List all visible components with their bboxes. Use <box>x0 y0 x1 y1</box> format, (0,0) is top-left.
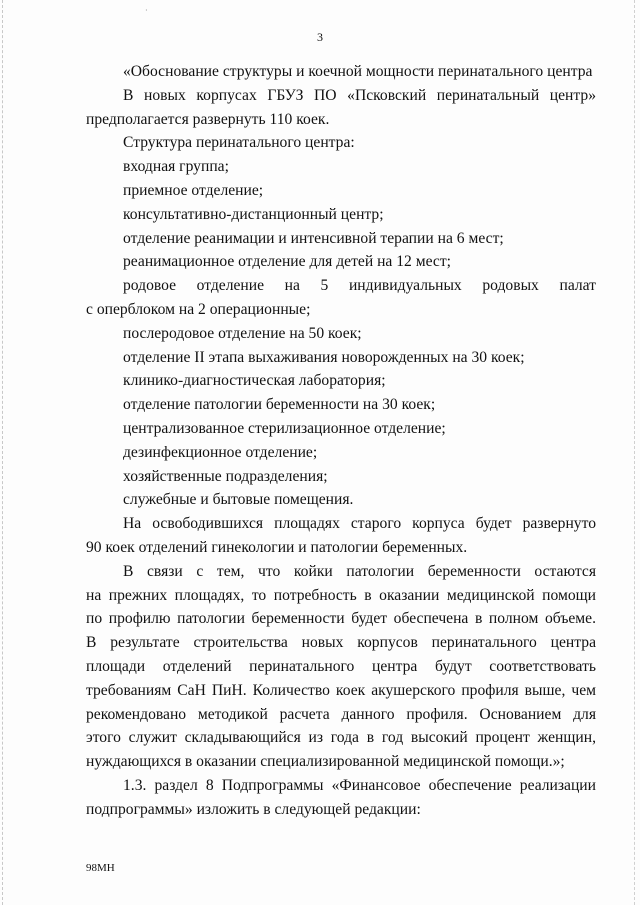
paragraph-3-line: рекомендовано методикой расчета данного профиля. Основанием для <box>86 705 596 723</box>
paragraph-2-line-2: 90 коек отделений гинекологии и патологии беременных. <box>86 538 468 556</box>
list-item: хозяйственные подразделения; <box>123 467 328 485</box>
list-item: отделение II этапа выхаживания новорожденных на 30 коек; <box>123 348 525 366</box>
scan-edge-left <box>2 0 4 905</box>
scan-edge-right <box>634 0 636 905</box>
list-item: послеродовое отделение на 50 коек; <box>123 324 362 342</box>
list-item: клинико-диагностическая лаборатория; <box>123 372 386 390</box>
scan-mark: · <box>145 6 148 15</box>
section-heading: «Обоснование структуры и коечной мощности перинатального центра <box>123 63 593 80</box>
paragraph-2-line-1: На освободившихся площадях старого корпуса будет развернуто <box>123 515 596 533</box>
paragraph-3-line: В результате строительства новых корпусов перинатального центра <box>86 634 596 652</box>
paragraph-3-line: В связи с тем, что койки патологии беременности остаются <box>123 562 596 580</box>
list-item: отделение реанимации и интенсивной терапии на 6 мест; <box>123 229 504 247</box>
page-number: 3 <box>317 30 323 44</box>
list-item-maternity-line-1: родовое отделение на 5 индивидуальных родовых палат <box>123 277 596 295</box>
paragraph-3-line: площади отделений перинатального центра будут соответствовать <box>86 657 596 675</box>
document-body <box>86 60 596 822</box>
paragraph-3-line: по профилю патологии беременности будет обеспечена в полном объеме. <box>86 610 596 628</box>
list-item: дезинфекционное отделение; <box>123 443 318 461</box>
paragraph-4-line-2: подпрограммы» изложить в следующей редакции: <box>86 800 421 818</box>
list-item: служебные и бытовые помещения. <box>123 491 354 509</box>
footer-code: 98МН <box>86 862 115 874</box>
list-item: централизованное стерилизационное отделение; <box>123 419 446 437</box>
list-item: приемное отделение; <box>123 181 264 199</box>
paragraph-4-line-1: 1.3. раздел 8 Подпрограммы «Финансовое обеспечение реализации <box>123 776 596 794</box>
list-item: отделение патологии беременности на 30 коек; <box>123 396 436 414</box>
paragraph-3-line: нуждающихся в оказании специализированной медицинской помощи.»; <box>86 753 565 771</box>
paragraph-3-line: этого служит складывающийся из года в год высокий процент женщин, <box>86 729 596 747</box>
list-item: консультативно-дистанционный центр; <box>123 205 384 223</box>
structure-title: Структура перинатального центра: <box>123 134 355 152</box>
list-item: входная группа; <box>123 158 229 176</box>
paragraph-3-line: на прежних площадях, то потребность в оказании медицинской помощи <box>86 586 596 604</box>
paragraph-3-line: требованиям СаН ПиН. Количество коек акушерского профиля выше, чем <box>86 681 596 699</box>
paragraph-1-line-2: предполагается развернуть 110 коек. <box>86 110 330 128</box>
list-item: реанимационное отделение для детей на 12 мест; <box>123 253 451 271</box>
paragraph-1-line-1: В новых корпусах ГБУЗ ПО «Псковский перинатальный центр» <box>123 86 596 104</box>
list-item-maternity-line-2: с оперблоком на 2 операционные; <box>86 300 311 318</box>
